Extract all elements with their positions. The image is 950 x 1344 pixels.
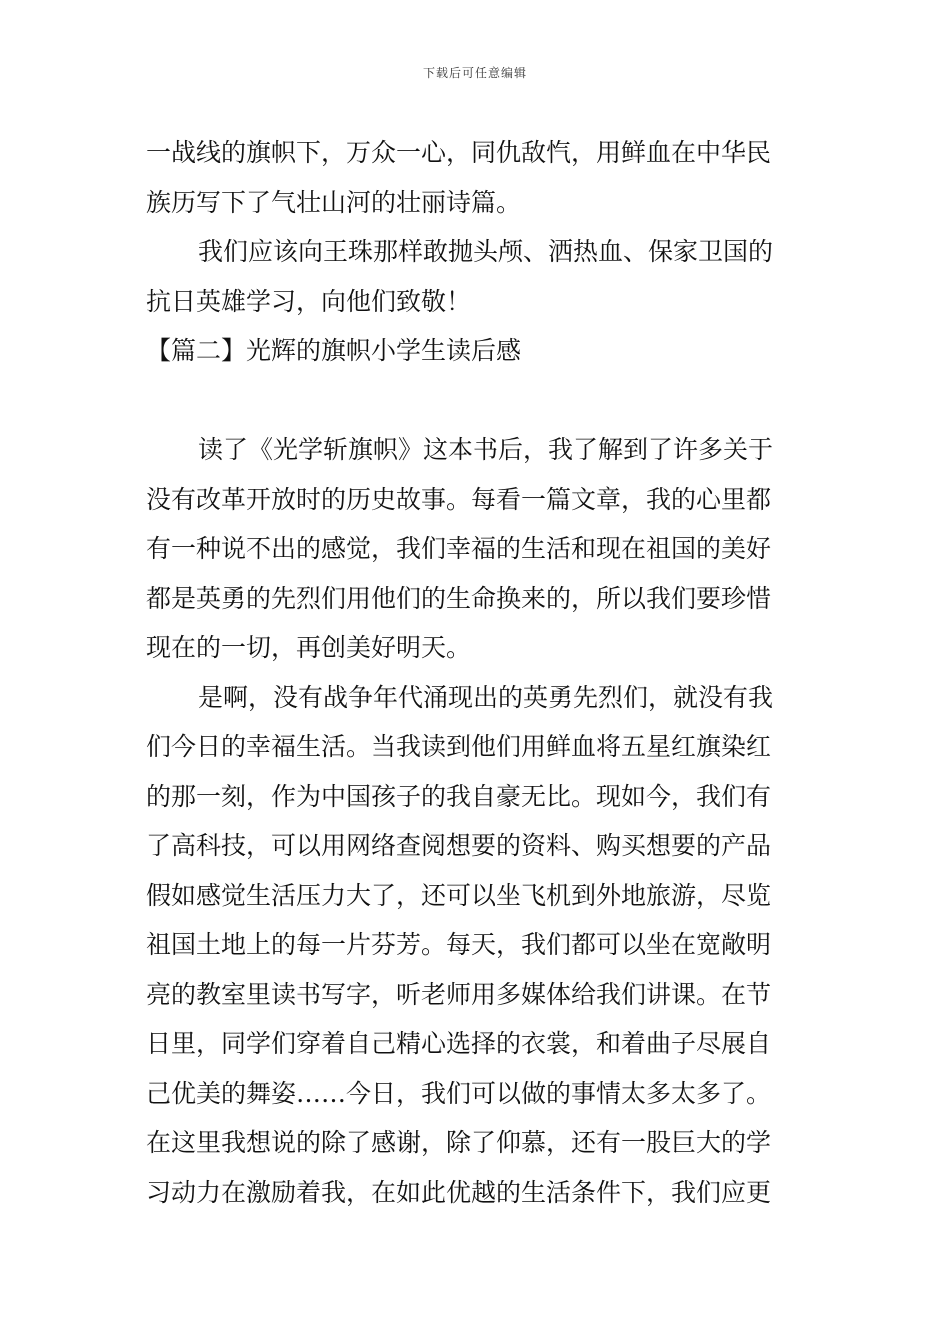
- text-line: 的那一刻，作为中国孩子的我自豪无比。现如今，我们有: [146, 781, 772, 811]
- text-line: 一战线的旗帜下，万众一心，同仇敌忾，用鲜血在中华民: [146, 138, 772, 167]
- text-line: 们今日的幸福生活。当我读到他们用鲜血将五星红旗染红: [146, 732, 772, 761]
- document-body: [146, 128, 806, 1217]
- text-line: 己优美的舞姿……今日，我们可以做的事情太多太多了。: [146, 1078, 772, 1108]
- text-line: 是啊，没有战争年代涌现出的英勇先烈们，就没有我: [198, 682, 774, 712]
- text-line: 有一种说不出的感觉，我们幸福的生活和现在祖国的美好: [146, 534, 772, 563]
- section-heading: 【篇二】光辉的旗帜小学生读后感: [146, 336, 522, 365]
- blank-line: [146, 376, 806, 426]
- text-line: 在这里我想说的除了感谢，除了仰慕，还有一股巨大的学: [146, 1128, 772, 1157]
- text-line: 日里，同学们穿着自己精心选择的衣裳，和着曲子尽展自: [146, 1029, 772, 1058]
- text-line: 族历写下了气壮山河的壮丽诗篇。: [146, 187, 522, 217]
- text-line: 我们应该向王珠那样敢抛头颅、洒热血、保家卫国的: [198, 237, 774, 266]
- text-line: 亮的教室里读书写字，听老师用多媒体给我们讲课。在节: [146, 979, 772, 1009]
- text-line: 没有改革开放时的历史故事。每看一篇文章，我的心里都: [146, 484, 772, 514]
- text-line: 祖国土地上的每一片芬芳。每天，我们都可以坐在宽敞明: [146, 930, 772, 959]
- text-line: 读了《光学斩旗帜》这本书后，我了解到了许多关于: [198, 435, 774, 464]
- text-line: 了高科技，可以用网络查阅想要的资料、购买想要的产品: [146, 831, 772, 860]
- text-line: 现在的一切，再创美好明天。: [146, 633, 472, 662]
- text-line: 假如感觉生活压力大了，还可以坐飞机到外地旅游，尽览: [146, 880, 772, 910]
- text-line: 都是英勇的先烈们用他们的生命换来的，所以我们要珍惜: [146, 583, 772, 613]
- text-line: 抗日英雄学习，向他们致敬！: [146, 286, 472, 316]
- text-line: 习动力在激励着我，在如此优越的生活条件下，我们应更: [146, 1177, 772, 1207]
- page-header: 下载后可任意编辑: [422, 66, 527, 80]
